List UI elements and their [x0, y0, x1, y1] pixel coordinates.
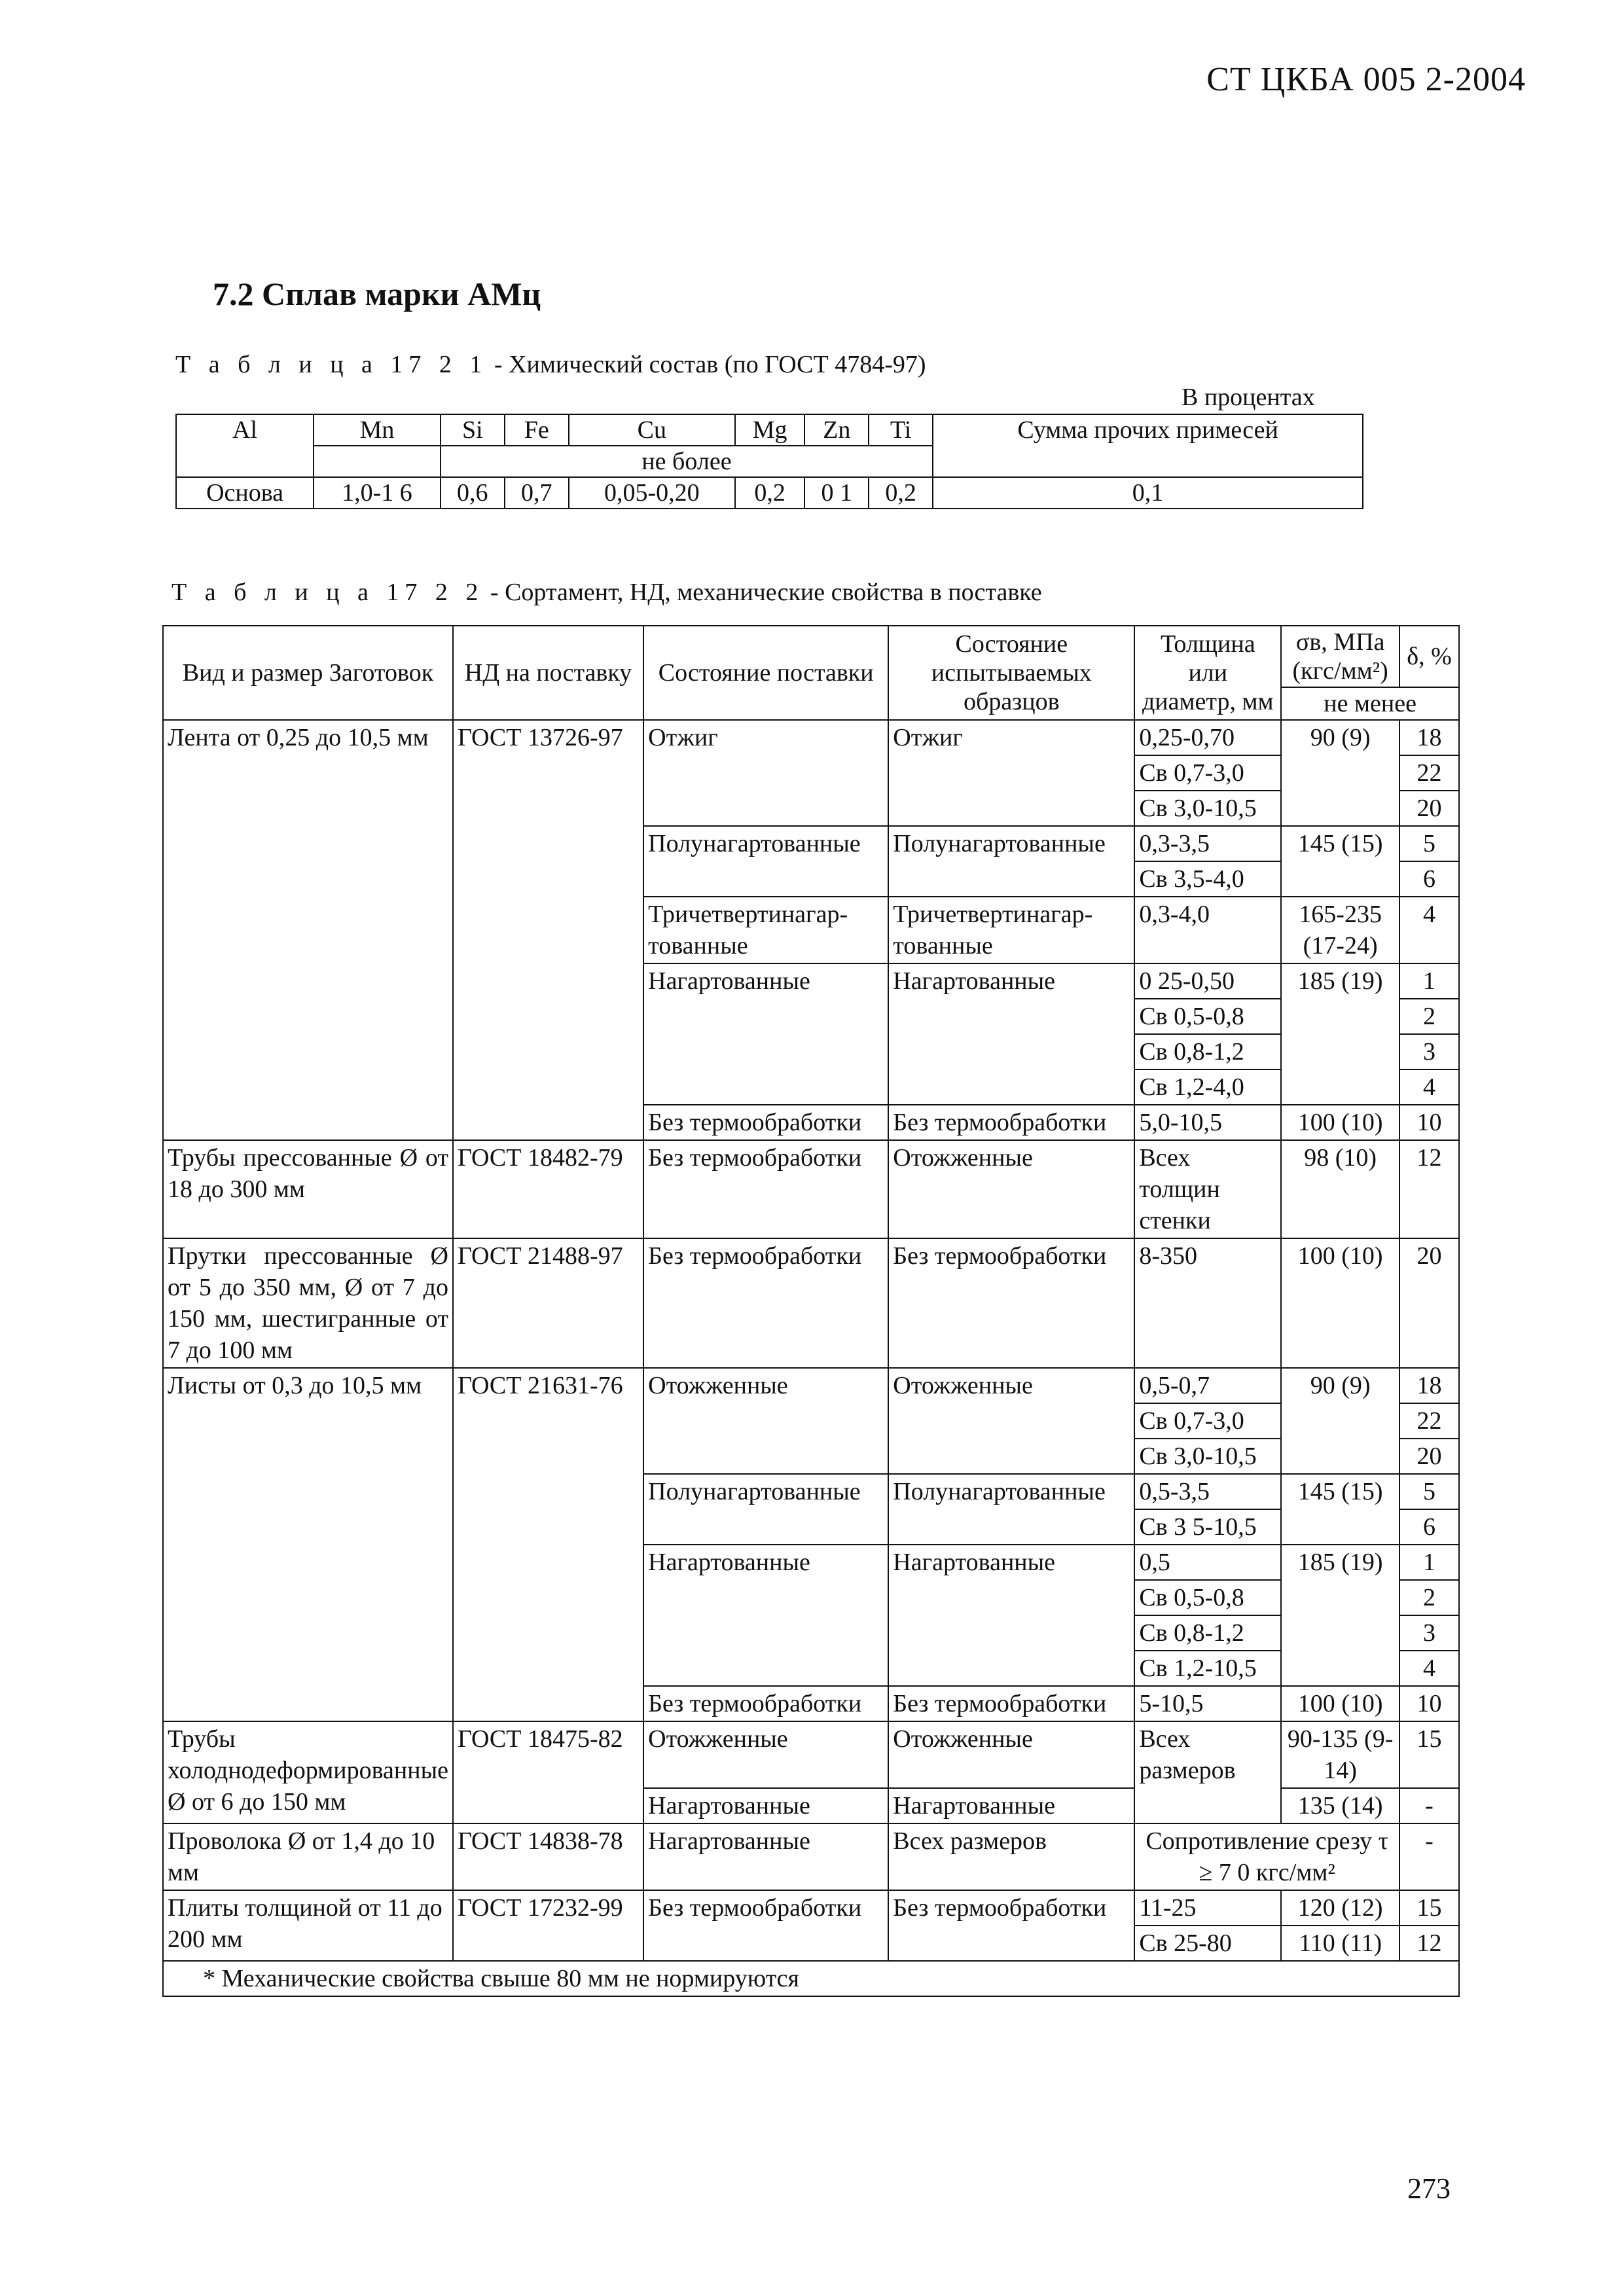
table1-caption-label: Т а б л и ц а 17 2 1: [175, 351, 488, 378]
t2-cell: 6: [1399, 1509, 1459, 1545]
t2-cell: Св 0,8-1,2: [1134, 1034, 1281, 1069]
page-number: 273: [1407, 2172, 1451, 2204]
t2-cell: 185 (19): [1281, 963, 1399, 1105]
t2-cell: 90-135 (9-14): [1281, 1721, 1399, 1788]
section-title: 7.2 Сплав марки АМц: [213, 276, 541, 312]
t2-cell: 90 (9): [1281, 1368, 1399, 1474]
t2-cell: 0,25-0,70: [1134, 720, 1281, 755]
t2-cell: Св 3,0-10,5: [1134, 1439, 1281, 1474]
t2-header-min-note: не менее: [1281, 687, 1459, 720]
t2-kind-sheets: Листы от 0,3 до 10,5 мм: [163, 1368, 453, 1721]
t1-cell: 0,7: [505, 477, 569, 509]
t2-cell: Нагартованные: [643, 1545, 888, 1686]
t2-cell: 22: [1399, 1403, 1459, 1439]
t2-cell: Без термообработки: [643, 1238, 888, 1368]
assortment-table: [162, 625, 1460, 1997]
t2-cell: Всех толщин стенки: [1134, 1140, 1281, 1238]
t1-header-si: Si: [441, 414, 505, 446]
t2-cell: 15: [1399, 1721, 1459, 1788]
t2-cell: 90 (9): [1281, 720, 1399, 826]
t2-cell: Св 3,0-10,5: [1134, 791, 1281, 826]
t2-cell: 18: [1399, 1368, 1459, 1403]
t1-header-fe: Fe: [505, 414, 569, 446]
t2-cell: Св 0,8-1,2: [1134, 1615, 1281, 1651]
t1-header-ti: Ti: [869, 414, 933, 446]
t2-cell: 12: [1399, 1926, 1459, 1961]
t2-cell: 20: [1399, 1439, 1459, 1474]
t2-cell: Нагартованные: [888, 1545, 1134, 1686]
t2-kind-lenta: Лента от 0,25 до 10,5 мм: [163, 720, 453, 1140]
t2-cell: Св 1,2-4,0: [1134, 1069, 1281, 1105]
t2-cell: 5: [1399, 826, 1459, 861]
t2-cell: Без термообработки: [643, 1890, 888, 1961]
t2-cell: 4: [1399, 897, 1459, 963]
t2-cell: Св 1,2-10,5: [1134, 1651, 1281, 1686]
t2-cell: Без термообработки: [888, 1686, 1134, 1721]
t1-cell: 0,6: [441, 477, 505, 509]
t2-cell: 0,3-4,0: [1134, 897, 1281, 963]
t2-cell: 145 (15): [1281, 826, 1399, 897]
t2-cell: Нагартованные: [888, 1788, 1134, 1823]
t2-nd-tubes-cold: ГОСТ 18475-82: [453, 1721, 643, 1823]
t2-header-sigma: σв, МПа (кгс/мм²): [1281, 626, 1399, 687]
t2-cell: 5,0-10,5: [1134, 1105, 1281, 1140]
t2-cell: -: [1399, 1788, 1459, 1823]
t2-nd-plates: ГОСТ 17232-99: [453, 1890, 643, 1961]
t2-cell: ГОСТ 18482-79: [453, 1140, 643, 1238]
t2-cell: Св 0,5-0,8: [1134, 1580, 1281, 1615]
t2-cell: Всех размеров: [1134, 1721, 1281, 1823]
t2-cell: 135 (14): [1281, 1788, 1399, 1823]
t2-cell: 100 (10): [1281, 1686, 1399, 1721]
t1-header-other: Сумма прочих примесей: [933, 414, 1363, 477]
t2-cell: Св 3,5-4,0: [1134, 861, 1281, 897]
t2-nd-sheets: ГОСТ 21631-76: [453, 1368, 643, 1721]
t1-header-mg: Mg: [735, 414, 804, 446]
t2-cell: 2: [1399, 1580, 1459, 1615]
table2-caption-text: - Сортамент, НД, механические свойства в поставке: [490, 579, 1042, 606]
t2-kind-tubes-pressed: Трубы прессованные Ø от 18 до 300 мм: [163, 1140, 453, 1238]
t2-cell: 0 25-0,50: [1134, 963, 1281, 999]
document-code: СТ ЦКБА 005 2-2004: [1206, 61, 1526, 98]
t2-cell: Отожженные: [643, 1368, 888, 1474]
t2-cell: 0,5-3,5: [1134, 1474, 1281, 1509]
t2-cell: 8-350: [1134, 1238, 1281, 1368]
t2-cell: Отожженные: [888, 1140, 1134, 1238]
t2-cell: Нагартованные: [643, 963, 888, 1105]
t2-kind-rods: Прутки прессованные Ø от 5 до 350 мм, Ø от 7 до 150 мм, шестигранные от 7 до 100 мм: [163, 1238, 453, 1368]
t2-cell: 185 (19): [1281, 1545, 1399, 1686]
t1-cell: 0 1: [804, 477, 869, 509]
table-footnote: * Механические свойства свыше 80 мм не нормируются: [163, 1961, 1459, 1996]
t2-kind-tubes-cold: Трубы холоднодеформированные Ø от 6 до 150 мм: [163, 1721, 453, 1823]
t2-cell: Отожженные: [643, 1721, 888, 1788]
t2-cell: ГОСТ 14838-78: [453, 1823, 643, 1890]
t2-cell: Отжиг: [643, 720, 888, 826]
t2-cell: 98 (10): [1281, 1140, 1399, 1238]
t1-header-cu: Cu: [569, 414, 735, 446]
t2-cell: 0,5: [1134, 1545, 1281, 1580]
t2-cell: Всех размеров: [888, 1823, 1134, 1890]
t2-cell: Без термообработки: [643, 1140, 888, 1238]
t2-cell: Св 0,5-0,8: [1134, 999, 1281, 1034]
t2-cell: -: [1399, 1823, 1459, 1890]
table1-units: В процентах: [1182, 384, 1315, 411]
t1-cell: 0,2: [869, 477, 933, 509]
table1-caption: [175, 350, 926, 379]
t2-header-state: Состояние поставки: [643, 626, 888, 720]
t2-cell: Нагартованные: [888, 963, 1134, 1105]
t2-header-delta: δ, %: [1399, 626, 1459, 687]
t2-header-thickness: Толщина или диаметр, мм: [1134, 626, 1281, 720]
t1-cell: Основа: [176, 477, 314, 509]
t2-cell: Тричетвертинагар-тованные: [888, 897, 1134, 963]
t2-cell: 20: [1399, 791, 1459, 826]
t2-cell: Полунагартованные: [643, 1474, 888, 1545]
t2-kind-wire: Проволока Ø от 1,4 до 10 мм: [163, 1823, 453, 1890]
t2-cell: 1: [1399, 963, 1459, 999]
t2-cell: Нагартованные: [643, 1823, 888, 1890]
t2-cell: Св 3 5-10,5: [1134, 1509, 1281, 1545]
t2-cell: Св 0,7-3,0: [1134, 755, 1281, 791]
t2-cell: 110 (11): [1281, 1926, 1399, 1961]
t2-cell: Отожженные: [888, 1368, 1134, 1474]
t2-cell: 10: [1399, 1686, 1459, 1721]
t2-cell: Св 0,7-3,0: [1134, 1403, 1281, 1439]
table2-caption-label: Т а б л и ц а 17 2 2: [171, 579, 484, 606]
t2-cell: 4: [1399, 1651, 1459, 1686]
t2-cell: Полунагартованные: [643, 826, 888, 897]
table1-caption-text: - Химический состав (по ГОСТ 4784-97): [494, 351, 926, 378]
t2-cell: 6: [1399, 861, 1459, 897]
t2-cell: 11-25: [1134, 1890, 1281, 1926]
t1-header-mn: Mn: [314, 414, 441, 446]
t2-header-test-state: Состояние испытываемых образцов: [888, 626, 1134, 720]
t2-cell: 0,5-0,7: [1134, 1368, 1281, 1403]
table2-caption: [171, 578, 1042, 607]
t2-cell: Отжиг: [888, 720, 1134, 826]
t2-cell: Св 25-80: [1134, 1926, 1281, 1961]
t2-cell: Полунагартованные: [888, 1474, 1134, 1545]
t2-nd-lenta: ГОСТ 13726-97: [453, 720, 643, 1140]
t2-cell: Без термообработки: [888, 1890, 1134, 1961]
t2-header-kind: Вид и размер Заготовок: [163, 626, 453, 720]
t2-kind-plates: Плиты толщиной от 11 до 200 мм: [163, 1890, 453, 1961]
t2-cell: 3: [1399, 1615, 1459, 1651]
t2-cell: Полунагартованные: [888, 826, 1134, 897]
t2-cell: 22: [1399, 755, 1459, 791]
t2-cell: 5: [1399, 1474, 1459, 1509]
t2-cell: Сопротивление срезу τ ≥ 7 0 кгс/мм²: [1134, 1823, 1399, 1890]
t2-cell: 12: [1399, 1140, 1459, 1238]
t1-cell: 0,1: [933, 477, 1363, 509]
t2-cell: 2: [1399, 999, 1459, 1034]
t2-cell: 18: [1399, 720, 1459, 755]
t2-cell: 120 (12): [1281, 1890, 1399, 1926]
t2-cell: Нагартованные: [643, 1788, 888, 1823]
t2-cell: 0,3-3,5: [1134, 826, 1281, 861]
t2-cell: 1: [1399, 1545, 1459, 1580]
t2-cell: Без термообработки: [888, 1105, 1134, 1140]
t1-cell: 0,2: [735, 477, 804, 509]
t2-cell: 10: [1399, 1105, 1459, 1140]
chemical-composition-table: [175, 414, 1363, 509]
t1-header-al: Al: [176, 414, 314, 477]
t2-cell: Без термообработки: [643, 1105, 888, 1140]
t1-cell: 1,0-1 6: [314, 477, 441, 509]
t2-cell: 20: [1399, 1238, 1459, 1368]
t2-cell: Без термообработки: [888, 1238, 1134, 1368]
t1-header-zn: Zn: [804, 414, 869, 446]
t1-cell: 0,05-0,20: [569, 477, 735, 509]
t1-subheader-blank: [314, 446, 441, 477]
t2-cell: 3: [1399, 1034, 1459, 1069]
t2-cell: 165-235 (17-24): [1281, 897, 1399, 963]
t2-cell: Отожженные: [888, 1721, 1134, 1788]
t2-cell: 145 (15): [1281, 1474, 1399, 1545]
t2-cell: 4: [1399, 1069, 1459, 1105]
t2-cell: 100 (10): [1281, 1105, 1399, 1140]
t2-cell: Тричетвертинагар-тованные: [643, 897, 888, 963]
t2-cell: Без термообработки: [643, 1686, 888, 1721]
t2-cell: 15: [1399, 1890, 1459, 1926]
t2-header-nd: НД на поставку: [453, 626, 643, 720]
t2-cell: 5-10,5: [1134, 1686, 1281, 1721]
t2-cell: ГОСТ 21488-97: [453, 1238, 643, 1368]
t1-subheader: не более: [441, 446, 933, 477]
t2-cell: 100 (10): [1281, 1238, 1399, 1368]
